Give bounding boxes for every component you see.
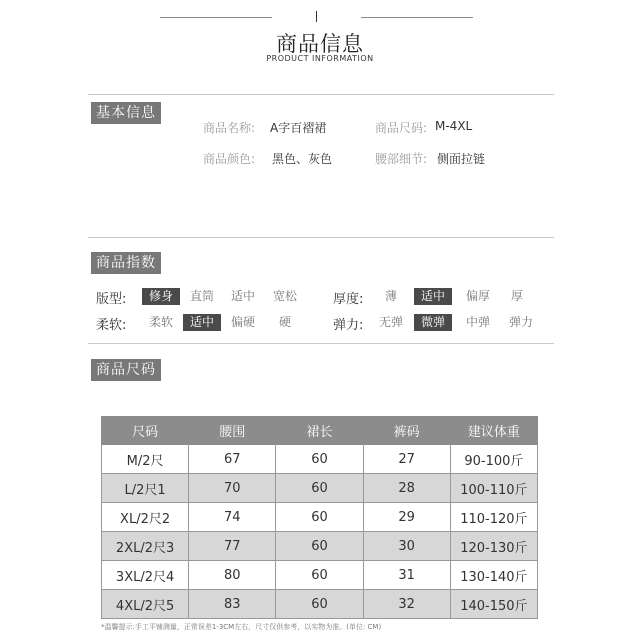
table-cell: 30	[363, 532, 450, 561]
table-cell: 110-120斤	[450, 503, 537, 532]
option-thickness-medium: 适中	[414, 288, 452, 305]
table-cell: 140-150斤	[450, 590, 537, 619]
table-cell: 60	[276, 503, 363, 532]
section-label-index: 商品指数	[91, 252, 161, 274]
table-row	[102, 532, 538, 561]
option-softness-soft: 柔软	[148, 315, 173, 329]
section-label-basic: 基本信息	[91, 102, 161, 124]
table-cell: 60	[276, 445, 363, 474]
info-value-size: M-4XL	[435, 119, 473, 133]
table-cell: XL/2尺2	[102, 503, 189, 532]
size-table	[101, 416, 538, 619]
table-cell: L/2尺1	[102, 474, 189, 503]
table-cell: 80	[189, 561, 276, 590]
table-cell: 70	[189, 474, 276, 503]
table-cell: 60	[276, 474, 363, 503]
header-line-left	[160, 17, 272, 18]
table-cell: 83	[189, 590, 276, 619]
size-note: *温馨提示:手工平铺测量，正常误差1-3CM左右，尺寸仅供参考，以实物为准。(单位: CM)	[101, 623, 382, 631]
index-label-fit: 版型:	[96, 292, 127, 307]
table-cell: 27	[363, 445, 450, 474]
page-title: 商品信息	[276, 32, 364, 56]
table-cell: 60	[276, 590, 363, 619]
info-value-name: A字百褶裙	[270, 121, 327, 135]
option-elasticity-stretch: 弹力	[508, 315, 533, 329]
section-divider	[88, 237, 554, 238]
option-elasticity-none: 无弹	[378, 315, 403, 329]
col-header: 裤码	[363, 417, 450, 445]
option-fit-loose: 宽松	[272, 289, 297, 303]
table-cell: 32	[363, 590, 450, 619]
table-row	[102, 503, 538, 532]
header-line-right	[361, 17, 473, 18]
index-label-softness: 柔软:	[96, 318, 127, 333]
table-row	[102, 445, 538, 474]
index-label-elasticity: 弹力:	[333, 318, 364, 333]
table-cell: 77	[189, 532, 276, 561]
table-cell: 29	[363, 503, 450, 532]
section-divider	[88, 343, 554, 344]
col-header: 裙长	[276, 417, 363, 445]
info-value-waist-detail: 侧面拉链	[437, 152, 486, 166]
option-elasticity-medium: 中弹	[465, 315, 490, 329]
table-cell: 130-140斤	[450, 561, 537, 590]
table-cell: M/2尺	[102, 445, 189, 474]
col-header: 腰围	[189, 417, 276, 445]
section-divider	[88, 94, 554, 95]
table-cell: 28	[363, 474, 450, 503]
info-value-color: 黑色、灰色	[272, 152, 333, 166]
option-fit-straight: 直筒	[189, 289, 214, 303]
table-cell: 31	[363, 561, 450, 590]
table-cell: 74	[189, 503, 276, 532]
index-label-thickness: 厚度:	[333, 292, 364, 307]
col-header: 尺码	[102, 417, 189, 445]
option-softness-medium: 适中	[183, 314, 221, 331]
table-cell: 90-100斤	[450, 445, 537, 474]
option-thickness-thick-ish: 偏厚	[465, 289, 490, 303]
info-label-name: 商品名称:	[203, 121, 256, 135]
section-label-size: 商品尺码	[91, 359, 161, 381]
info-label-size: 商品尺码:	[375, 121, 428, 135]
table-row	[102, 561, 538, 590]
table-cell: 3XL/2尺4	[102, 561, 189, 590]
info-label-waist-detail: 腰部细节:	[375, 152, 428, 166]
table-cell: 60	[276, 532, 363, 561]
table-cell: 60	[276, 561, 363, 590]
table-cell: 100-110斤	[450, 474, 537, 503]
table-cell: 2XL/2尺3	[102, 532, 189, 561]
option-elasticity-slight: 微弹	[414, 314, 452, 331]
header-tick	[316, 11, 317, 22]
table-cell: 4XL/2尺5	[102, 590, 189, 619]
option-fit-medium: 适中	[230, 289, 255, 303]
option-softness-stiff: 硬	[278, 315, 291, 329]
table-cell: 120-130斤	[450, 532, 537, 561]
table-cell: 67	[189, 445, 276, 474]
option-thickness-thick: 厚	[510, 289, 523, 303]
page-subtitle: PRODUCT INFORMATION	[266, 54, 374, 63]
option-fit-slim: 修身	[142, 288, 180, 305]
col-header: 建议体重	[450, 417, 537, 445]
table-row	[102, 474, 538, 503]
option-softness-stiff-ish: 偏硬	[230, 315, 255, 329]
table-header-row	[102, 417, 538, 445]
info-label-color: 商品颜色:	[203, 152, 256, 166]
option-thickness-thin: 薄	[384, 289, 397, 303]
table-row	[102, 590, 538, 619]
